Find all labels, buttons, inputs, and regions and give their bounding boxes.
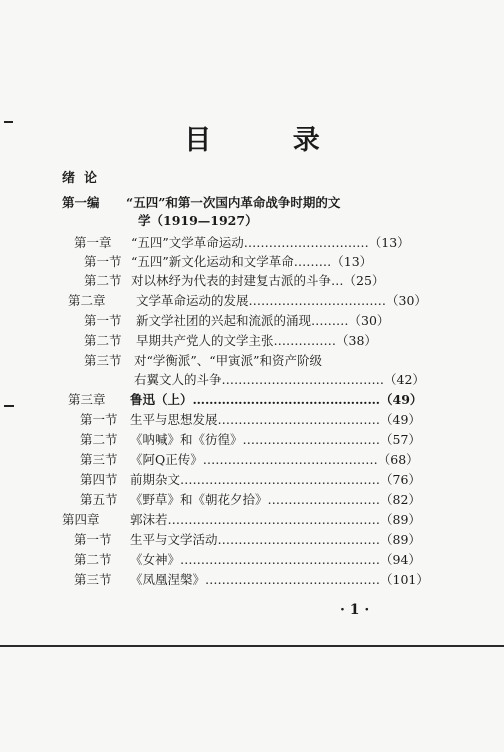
intro-entry <box>62 170 97 188</box>
toc-entry-label: 第二节 <box>80 432 118 447</box>
toc-entry-text: 生平与文学活动…………………………………（89） <box>130 532 421 547</box>
toc-entry <box>84 312 122 330</box>
part-title-line1: “五四”和第一次国内革命战争时期的文 <box>126 195 341 210</box>
toc-entry-label: 第三节 <box>84 353 122 368</box>
toc-entry-label: 第三节 <box>74 572 112 587</box>
toc-entry-text: 文学革命运动的发展……………………………（30） <box>136 293 427 308</box>
toc-entry-label: 第一章 <box>74 235 112 250</box>
toc-entry-text-continued: 右翼文人的斗争…………………………………（42） <box>134 372 425 387</box>
toc-entry-text: 《凤凰涅槃》……………………………………（101） <box>130 572 429 587</box>
toc-entry-label: 第一节 <box>84 254 122 269</box>
toc-entry <box>74 531 112 549</box>
toc-entry <box>74 551 112 569</box>
toc-entry-label: 第四章 <box>62 512 100 527</box>
toc-entry <box>84 253 122 271</box>
toc-entry <box>80 471 118 489</box>
toc-entry-label: 第三章 <box>68 392 106 407</box>
toc-entry-text: 生平与思想发展…………………………………（49） <box>130 412 421 427</box>
toc-entry <box>68 292 106 310</box>
toc-entry <box>84 352 122 370</box>
part-title-line2: 学（1919—1927） <box>138 213 258 228</box>
toc-entry-label: 第五节 <box>80 492 118 507</box>
toc-entry <box>80 431 118 449</box>
toc-entry <box>62 511 100 529</box>
toc-entry-text: 《野草》和《朝花夕拾》………………………（82） <box>130 492 421 507</box>
toc-entry <box>84 332 122 350</box>
toc-entry <box>80 411 118 429</box>
toc-entry-text: 对“学衡派”、“甲寅派”和资产阶级 <box>134 353 323 368</box>
toc-entry-label: 第二节 <box>74 552 112 567</box>
toc-entry-label: 第一节 <box>80 412 118 427</box>
toc-entry-text: 早期共产党人的文学主张……………（38） <box>136 333 377 348</box>
toc-entry <box>80 451 118 469</box>
toc-entry-text: 前期杂文…………………………………………（76） <box>130 472 421 487</box>
toc-entry-text: 新文学社团的兴起和流派的涌现………（30） <box>136 313 390 328</box>
toc-entry-label: 第一节 <box>74 532 112 547</box>
page-title: 目 录 <box>184 125 356 156</box>
toc-entry-label: 第二节 <box>84 273 122 288</box>
toc-entry-text: 《阿Q正传》……………………………………（68） <box>130 452 419 467</box>
toc-entry <box>80 491 118 509</box>
toc-entry-label: 第二节 <box>84 333 122 348</box>
toc-entry-text: “五四”文学革命运动…………………………（13） <box>131 235 410 250</box>
toc-entry-label: 第四节 <box>80 472 118 487</box>
toc-entry <box>74 234 112 252</box>
toc-entry <box>84 272 122 290</box>
toc-entry-text: 《女神》…………………………………………（94） <box>130 552 421 567</box>
intro-label: 绪 论 <box>62 171 98 186</box>
toc-entry-text: 《呐喊》和《彷徨》……………………………（57） <box>130 432 421 447</box>
toc-entry-text: 鲁迅（上）………………………………………（49） <box>130 392 423 407</box>
toc-entry-text: 对以林纾为代表的封建复古派的斗争…（25） <box>131 273 385 288</box>
bottom-rule <box>0 645 504 647</box>
page-number: · 1 · <box>340 602 370 618</box>
scan-speck <box>4 405 14 407</box>
toc-entry-label: 第三节 <box>80 452 118 467</box>
toc-entry-text: “五四”新文化运动和文学革命………（13） <box>131 254 373 269</box>
toc-entry-label: 第二章 <box>68 293 106 308</box>
part-label: 第一编 <box>62 195 100 210</box>
part-entry <box>62 194 100 212</box>
toc-entry-label: 第一节 <box>84 313 122 328</box>
toc-entry <box>68 391 106 409</box>
toc-entry <box>74 571 112 589</box>
toc-entry-text: 郭沫若……………………………………………（89） <box>130 512 421 527</box>
